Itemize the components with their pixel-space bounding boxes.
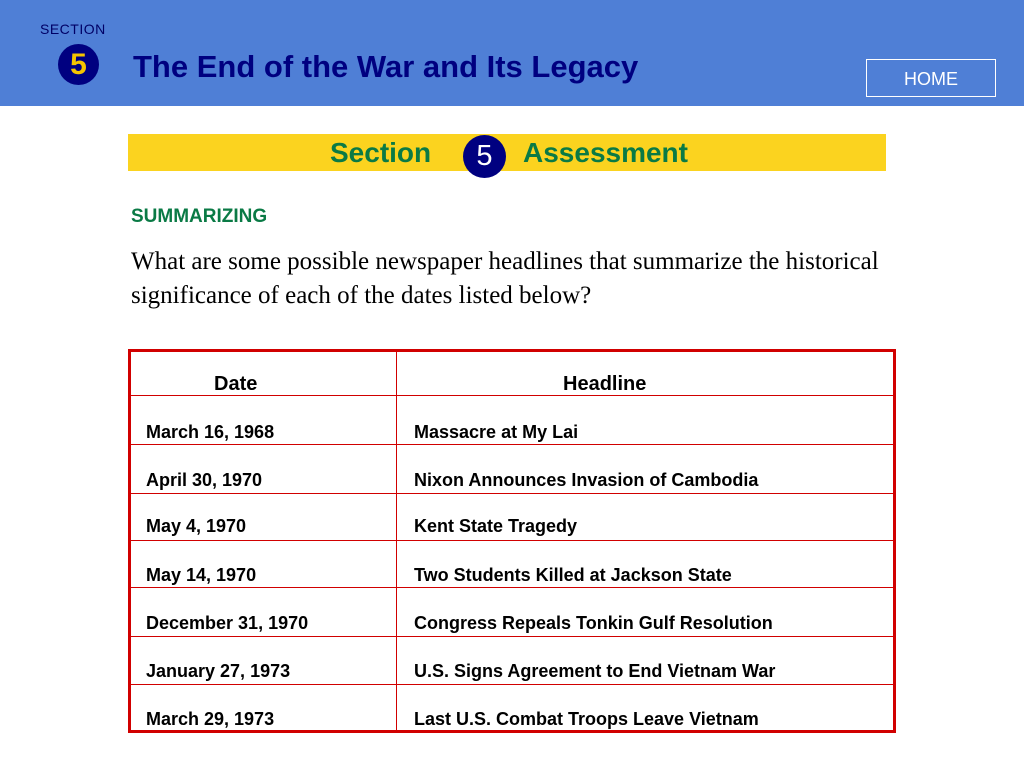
banner-number-badge: 5 xyxy=(463,135,506,178)
table-row-divider xyxy=(128,540,896,541)
table-cell-date: January 27, 1973 xyxy=(146,661,291,681)
table-cell-headline: Kent State Tragedy xyxy=(414,516,578,536)
table-cell-headline: Massacre at My Lai xyxy=(414,422,579,442)
table-cell-date: May 4, 1970 xyxy=(146,516,247,536)
table-cell-date: March 16, 1968 xyxy=(146,422,275,442)
summarizing-heading: SUMMARIZING xyxy=(131,206,268,227)
table-cell-headline: U.S. Signs Agreement to End Vietnam War xyxy=(414,661,776,681)
question-text: What are some possible newspaper headlines that summarize the historical significance of each of the dates listed below? xyxy=(131,248,879,309)
table-cell-date: April 30, 1970 xyxy=(146,470,263,490)
table-row-divider xyxy=(128,587,896,588)
table-row-divider xyxy=(128,684,896,685)
section-label: SECTION xyxy=(40,21,106,37)
column-header-headline: Headline xyxy=(563,373,647,395)
table-cell-date: March 29, 1973 xyxy=(146,709,275,729)
table-cell-headline: Last U.S. Combat Troops Leave Vietnam xyxy=(414,709,759,729)
page-title: The End of the War and Its Legacy xyxy=(133,49,639,84)
banner-section-text: Section xyxy=(330,137,432,168)
table-cell-date: December 31, 1970 xyxy=(146,613,309,633)
column-header-date: Date xyxy=(214,373,258,395)
assessment-banner xyxy=(128,134,886,171)
table-cell-date: May 14, 1970 xyxy=(146,565,257,585)
table-cell-headline: Nixon Announces Invasion of Cambodia xyxy=(414,470,759,490)
table-cell-headline: Two Students Killed at Jackson State xyxy=(414,565,732,585)
table-cell-headline: Congress Repeals Tonkin Gulf Resolution xyxy=(414,613,773,633)
table-row-divider xyxy=(128,636,896,637)
section-number-badge: 5 xyxy=(58,44,99,85)
home-button[interactable]: HOME xyxy=(866,59,996,97)
table-column-divider xyxy=(396,349,397,733)
table-row-divider xyxy=(128,444,896,445)
banner-assessment-text: Assessment xyxy=(523,137,688,168)
table-row-divider xyxy=(128,493,896,494)
